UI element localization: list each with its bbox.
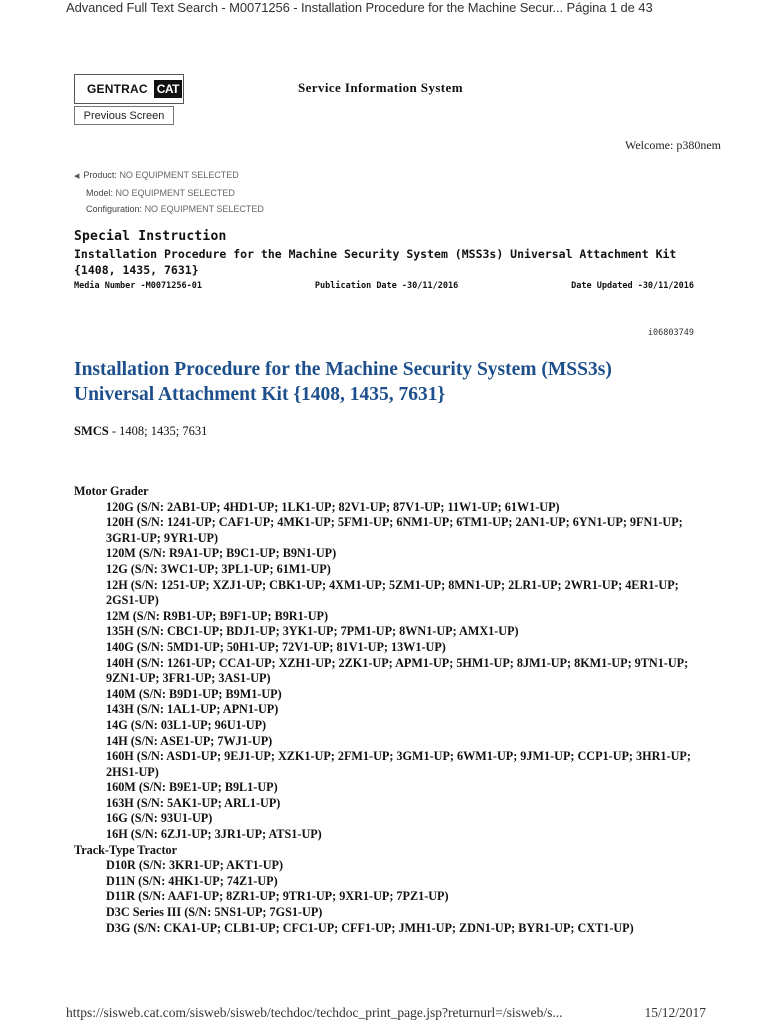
- model-item: 160M (S/N: B9E1-UP; B9L1-UP): [106, 780, 278, 795]
- print-header: Advanced Full Text Search - M0071256 - Installation Procedure for the Machine Secur... Página 1 de 43: [66, 0, 653, 15]
- product-value: NO EQUIPMENT SELECTED: [119, 170, 239, 180]
- model-item: 14G (S/N: 03L1-UP; 96U1-UP): [106, 717, 267, 732]
- model-row: [74, 185, 264, 201]
- footer-date: 15/12/2017: [644, 1005, 706, 1020]
- model-item: 135H (S/N: CBC1-UP; BDJ1-UP; 3YK1-UP; 7PM1-UP; 8WN1-UP; AMX1-UP): [106, 624, 519, 639]
- date-updated: Date Updated -30/11/2016: [571, 281, 694, 291]
- model-item: 16G (S/N: 93U1-UP): [106, 811, 213, 826]
- model-item: 140G (S/N: 5MD1-UP; 50H1-UP; 72V1-UP; 81V1-UP; 13W1-UP): [106, 639, 446, 654]
- document-meta: [74, 281, 694, 291]
- page-title: Installation Procedure for the Machine Security System (MSS3s) Universal Attachment Kit {1408, 1435, 7631}: [74, 359, 612, 405]
- model-item: 12G (S/N: 3WC1-UP; 3PL1-UP; 61M1-UP): [106, 561, 331, 576]
- gentrac-logo-text: GENTRAC: [87, 82, 148, 96]
- model-item: 140H (S/N: 1261-UP; CCA1-UP; XZH1-UP; 2ZK1-UP; APM1-UP; 5HM1-UP; 8JM1-UP; 8KM1-UP; 9TN1-UP; 9ZN1-UP; 3FR1-UP; 3AS1-UP): [106, 655, 689, 686]
- chevron-left-icon[interactable]: ◀: [74, 173, 80, 180]
- model-item: 12M (S/N: R9B1-UP; B9F1-UP; B9R1-UP): [106, 608, 329, 623]
- model-item: 140M (S/N: B9D1-UP; B9M1-UP): [106, 686, 282, 701]
- system-title: Service Information System: [298, 80, 463, 95]
- model-item: 120M (S/N: R9A1-UP; B9C1-UP; B9N1-UP): [106, 546, 337, 561]
- model-item: D3C Series III (S/N: 5NS1-UP; 7GS1-UP): [106, 905, 323, 920]
- equipment-selection: [74, 167, 264, 217]
- group-heading: Track-Type Tractor: [74, 842, 178, 857]
- media-number: Media Number -M0071256-01: [74, 281, 202, 291]
- special-instruction-heading: Special Instruction: [74, 229, 227, 244]
- cat-logo: CAT: [154, 80, 182, 98]
- model-item: 120H (S/N: 1241-UP; CAF1-UP; 4MK1-UP; 5FM1-UP; 6NM1-UP; 6TM1-UP; 2AN1-UP; 6YN1-UP; 9FN1-UP; 3GR1-UP; 9YR1-UP): [106, 515, 683, 545]
- model-item: D11N (S/N: 4HK1-UP; 74Z1-UP): [106, 873, 278, 888]
- publication-date: Publication Date -30/11/2016: [314, 281, 459, 291]
- welcome-text: Welcome: p380nem: [624, 138, 721, 152]
- model-item: 16H (S/N: 6ZJ1-UP; 3JR1-UP; ATS1-UP): [106, 827, 322, 842]
- configuration-value: NO EQUIPMENT SELECTED: [144, 204, 264, 214]
- document-id: i06803749: [647, 328, 694, 338]
- footer-url: https://sisweb.cat.com/sisweb/sisweb/techdoc/techdoc_print_page.jsp?returnurl=/sisweb/s...: [66, 1005, 563, 1020]
- gentrac-cat-logo: [74, 74, 184, 104]
- model-item: D10R (S/N: 3KR1-UP; AKT1-UP): [106, 858, 284, 873]
- group-heading: Motor Grader: [74, 484, 149, 498]
- model-item: D11R (S/N: AAF1-UP; 8ZR1-UP; 9TR1-UP; 9XR1-UP; 7PZ1-UP): [106, 889, 449, 904]
- special-instruction-title: Installation Procedure for the Machine Security System (MSS3s) Universal Attachment Kit {1408, 1435, 7631}: [74, 247, 677, 277]
- configuration-label: Configuration:: [86, 204, 143, 214]
- previous-screen-button[interactable]: Previous Screen: [74, 106, 174, 125]
- model-item: 160H (S/N: ASD1-UP; 9EJ1-UP; XZK1-UP; 2FM1-UP; 3GM1-UP; 6WM1-UP; 9JM1-UP; CCP1-UP; 3HR1-UP; 2HS1-UP): [106, 749, 691, 779]
- smcs-label: SMCS: [74, 424, 109, 438]
- model-value: NO EQUIPMENT SELECTED: [115, 188, 235, 198]
- smcs-value: - 1408; 1435; 7631: [108, 424, 208, 438]
- configuration-row: [74, 201, 264, 217]
- product-label: Product:: [83, 170, 117, 180]
- model-item: 120G (S/N: 2AB1-UP; 4HD1-UP; 1LK1-UP; 82V1-UP; 87V1-UP; 11W1-UP; 61W1-UP): [106, 499, 560, 514]
- model-label: Model:: [86, 188, 114, 198]
- model-list: [74, 484, 714, 936]
- product-row: [74, 167, 264, 185]
- model-item: 163H (S/N: 5AK1-UP; ARL1-UP): [106, 795, 281, 810]
- print-footer: [66, 1005, 706, 1021]
- model-item: D3G (S/N: CKA1-UP; CLB1-UP; CFC1-UP; CFF1-UP; JMH1-UP; ZDN1-UP; BYR1-UP; CXT1-UP): [106, 920, 634, 935]
- model-item: 12H (S/N: 1251-UP; XZJ1-UP; CBK1-UP; 4XM1-UP; 5ZM1-UP; 8MN1-UP; 2LR1-UP; 2WR1-UP; 4ER1-UP; 2GS1-UP): [106, 577, 679, 608]
- special-instruction-block: [74, 229, 704, 278]
- model-item: 143H (S/N: 1AL1-UP; APN1-UP): [106, 702, 279, 717]
- model-item: 14H (S/N: ASE1-UP; 7WJ1-UP): [106, 733, 273, 748]
- smcs-codes: [74, 424, 207, 439]
